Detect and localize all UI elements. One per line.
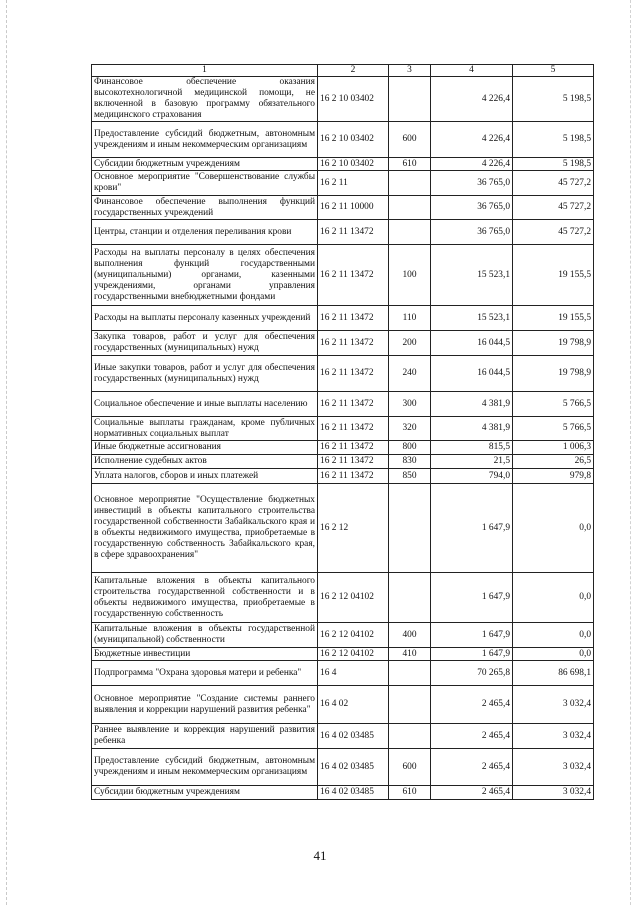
table-header-row: [92, 65, 594, 77]
amount-col4: 36 765,0: [431, 196, 513, 220]
amount-col4: 4 226,4: [431, 122, 513, 158]
item-name: Капитальные вложения в объекты государственной (муниципальной) собственности: [92, 623, 318, 648]
amount-col5: 979,8: [513, 469, 594, 484]
item-name: Иные бюджетные ассигнования: [92, 441, 318, 455]
amount-col5: 45 727,2: [513, 171, 594, 196]
amount-col4: 16 044,5: [431, 356, 513, 392]
item-code: 16 4 02 03485: [318, 786, 389, 800]
item-code: 16 2 11 10000: [318, 196, 389, 220]
expense-type: 100: [389, 245, 431, 306]
item-name: Центры, станции и отделения переливания крови: [92, 220, 318, 245]
amount-col5: 86 698,1: [513, 661, 594, 686]
item-code: 16 2 11 13472: [318, 220, 389, 245]
table-row: [92, 331, 594, 356]
expense-type: [389, 171, 431, 196]
amount-col5: 5 198,5: [513, 158, 594, 171]
expense-type: [389, 484, 431, 573]
amount-col4: 4 381,9: [431, 392, 513, 417]
item-code: 16 2 12 04102: [318, 648, 389, 661]
item-code: 16 4 02 03485: [318, 749, 389, 786]
expense-type: 240: [389, 356, 431, 392]
item-code: 16 2 12: [318, 484, 389, 573]
item-name: Субсидии бюджетным учреждениям: [92, 786, 318, 800]
item-code: 16 2 11 13472: [318, 331, 389, 356]
item-code: 16 2 10 03402: [318, 77, 389, 122]
amount-col5: 19 155,5: [513, 245, 594, 306]
expense-type: [389, 724, 431, 749]
item-name: Исполнение судебных актов: [92, 455, 318, 469]
amount-col4: 1 647,9: [431, 623, 513, 648]
item-name: Раннее выявление и коррекция нарушений развития ребенка: [92, 724, 318, 749]
amount-col5: 45 727,2: [513, 196, 594, 220]
table-row: [92, 623, 594, 648]
amount-col5: 1 006,3: [513, 441, 594, 455]
expense-type: 600: [389, 122, 431, 158]
scan-edge-left: [6, 0, 8, 905]
item-code: 16 2 11 13472: [318, 417, 389, 441]
expense-type: [389, 196, 431, 220]
item-name: Расходы на выплаты персоналу в целях обеспечения выполнения функций государственными (муниципальными) органами, казенными учреждениями, органами управления государственными внебюджетными фондами: [92, 245, 318, 306]
table-row: [92, 220, 594, 245]
expense-type: [389, 686, 431, 724]
amount-col4: 1 647,9: [431, 648, 513, 661]
item-name: Основное мероприятие "Осуществление бюджетных инвестиций в объекты капитального строительства государственной собственности Забайкальского края и в объекты недвижимого имущества, приобретаемые в государственную собственность Забайкальского края, в сфере здравоохранения": [92, 484, 318, 573]
expense-type: [389, 77, 431, 122]
item-code: 16 2 11 13472: [318, 455, 389, 469]
item-code: 16 2 11 13472: [318, 245, 389, 306]
amount-col5: 3 032,4: [513, 724, 594, 749]
amount-col5: 19 798,9: [513, 356, 594, 392]
amount-col4: 1 647,9: [431, 573, 513, 623]
table-row: [92, 573, 594, 623]
item-name: Уплата налогов, сборов и иных платежей: [92, 469, 318, 484]
amount-col5: 0,0: [513, 623, 594, 648]
amount-col4: 4 381,9: [431, 417, 513, 441]
table-row: [92, 749, 594, 786]
item-code: 16 2 12 04102: [318, 573, 389, 623]
item-code: 16 2 11 13472: [318, 441, 389, 455]
amount-col4: 4 226,4: [431, 158, 513, 171]
item-name: Финансовое обеспечение оказания высокотехнологичной медицинской помощи, не включенной в базовую программу обязательного медицинского страхования: [92, 77, 318, 122]
expense-type: [389, 661, 431, 686]
expense-type: 200: [389, 331, 431, 356]
page-number: 41: [313, 848, 327, 863]
expense-type: 320: [389, 417, 431, 441]
table-row: [92, 196, 594, 220]
table-row: [92, 171, 594, 196]
item-code: 16 2 11 13472: [318, 392, 389, 417]
item-name: Основное мероприятие "Совершенствование службы крови": [92, 171, 318, 196]
amount-col4: 4 226,4: [431, 77, 513, 122]
amount-col5: 26,5: [513, 455, 594, 469]
expense-type: 300: [389, 392, 431, 417]
amount-col4: 2 465,4: [431, 786, 513, 800]
amount-col5: 19 155,5: [513, 306, 594, 331]
amount-col5: 3 032,4: [513, 786, 594, 800]
column-header: 4: [431, 65, 513, 77]
amount-col5: 0,0: [513, 484, 594, 573]
item-name: Бюджетные инвестиции: [92, 648, 318, 661]
table-row: [92, 245, 594, 306]
column-header: 2: [318, 65, 389, 77]
column-header: 5: [513, 65, 594, 77]
expense-type: 610: [389, 158, 431, 171]
table-row: [92, 77, 594, 122]
table-row: [92, 356, 594, 392]
amount-col5: 45 727,2: [513, 220, 594, 245]
item-code: 16 4: [318, 661, 389, 686]
amount-col4: 36 765,0: [431, 171, 513, 196]
amount-col4: 16 044,5: [431, 331, 513, 356]
amount-col4: 2 465,4: [431, 724, 513, 749]
expense-type: 110: [389, 306, 431, 331]
expense-type: 800: [389, 441, 431, 455]
table-row: [92, 661, 594, 686]
expense-type: 830: [389, 455, 431, 469]
amount-col5: 3 032,4: [513, 686, 594, 724]
expense-type: 600: [389, 749, 431, 786]
table-row: [92, 724, 594, 749]
item-name: Закупка товаров, работ и услуг для обеспечения государственных (муниципальных) нужд: [92, 331, 318, 356]
table-row: [92, 648, 594, 661]
amount-col5: 19 798,9: [513, 331, 594, 356]
amount-col5: 5 766,5: [513, 417, 594, 441]
amount-col4: 36 765,0: [431, 220, 513, 245]
item-name: Иные закупки товаров, работ и услуг для обеспечения государственных (муниципальных) нужд: [92, 356, 318, 392]
item-name: Капитальные вложения в объекты капитального строительства государственной собственности и в объекты недвижимого имущества, приобретаемые в государственную собственность: [92, 573, 318, 623]
amount-col5: 5 198,5: [513, 77, 594, 122]
item-name: Расходы на выплаты персоналу казенных учреждений: [92, 306, 318, 331]
amount-col4: 1 647,9: [431, 484, 513, 573]
table-row: [92, 158, 594, 171]
amount-col5: 0,0: [513, 573, 594, 623]
expense-type: 410: [389, 648, 431, 661]
amount-col5: 3 032,4: [513, 749, 594, 786]
item-name: Предоставление субсидий бюджетным, автономным учреждениям и иным некоммерческим организациям: [92, 749, 318, 786]
amount-col4: 815,5: [431, 441, 513, 455]
amount-col4: 21,5: [431, 455, 513, 469]
table-row: [92, 455, 594, 469]
amount-col5: 0,0: [513, 648, 594, 661]
table-row: [92, 306, 594, 331]
amount-col5: 5 766,5: [513, 392, 594, 417]
amount-col5: 5 198,5: [513, 122, 594, 158]
table-row: [92, 441, 594, 455]
item-name: Предоставление субсидий бюджетным, автономным учреждениям и иным некоммерческим организациям: [92, 122, 318, 158]
item-code: 16 2 10 03402: [318, 122, 389, 158]
amount-col4: 2 465,4: [431, 686, 513, 724]
item-code: 16 2 11 13472: [318, 469, 389, 484]
expense-type: 400: [389, 623, 431, 648]
expense-type: 610: [389, 786, 431, 800]
amount-col4: 15 523,1: [431, 306, 513, 331]
item-code: 16 2 10 03402: [318, 158, 389, 171]
table-row: [92, 417, 594, 441]
table-row: [92, 786, 594, 800]
item-code: 16 4 02: [318, 686, 389, 724]
item-code: 16 2 12 04102: [318, 623, 389, 648]
column-header: 1: [92, 65, 318, 77]
scan-edge-right: [630, 0, 632, 905]
table-row: [92, 392, 594, 417]
expense-type: [389, 220, 431, 245]
item-name: Субсидии бюджетным учреждениям: [92, 158, 318, 171]
item-code: 16 4 02 03485: [318, 724, 389, 749]
item-name: Социальные выплаты гражданам, кроме публичных нормативных социальных выплат: [92, 417, 318, 441]
amount-col4: 794,0: [431, 469, 513, 484]
amount-col4: 2 465,4: [431, 749, 513, 786]
item-name: Финансовое обеспечение выполнения функций государственных учреждений: [92, 196, 318, 220]
amount-col4: 15 523,1: [431, 245, 513, 306]
expense-type: [389, 573, 431, 623]
item-name: Социальное обеспечение и иные выплаты населению: [92, 392, 318, 417]
table-row: [92, 484, 594, 573]
table-row: [92, 469, 594, 484]
budget-table: [91, 64, 594, 800]
item-name: Основное мероприятие "Создание системы раннего выявления и коррекции нарушений развития ребенка": [92, 686, 318, 724]
amount-col4: 70 265,8: [431, 661, 513, 686]
table-row: [92, 686, 594, 724]
expense-type: 850: [389, 469, 431, 484]
table-row: [92, 122, 594, 158]
column-header: 3: [389, 65, 431, 77]
item-code: 16 2 11 13472: [318, 356, 389, 392]
item-name: Подпрограмма "Охрана здоровья матери и ребенка": [92, 661, 318, 686]
item-code: 16 2 11: [318, 171, 389, 196]
item-code: 16 2 11 13472: [318, 306, 389, 331]
